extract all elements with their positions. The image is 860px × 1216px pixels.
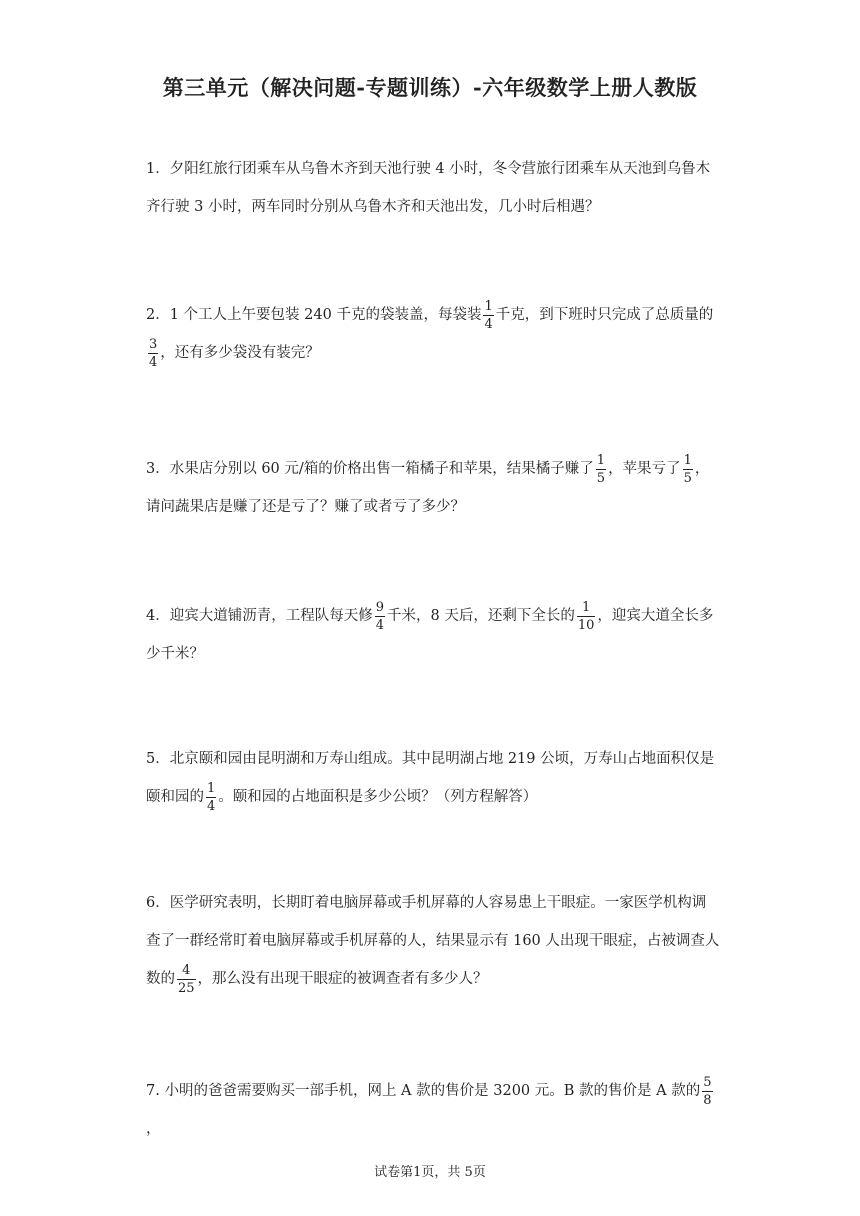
fraction: $\frac{1}{10}$: [577, 599, 595, 633]
fraction: $\frac{1}{5}$: [683, 452, 692, 486]
question-6: 6．医学研究表明，长期盯着电脑屏幕或手机屏幕的人容易患上干眼症。一家医学机构调查了一群经常盯着电脑屏幕或手机屏幕的人，结果显示有 160 人出现干眼症，占被调查人数的 $\frac{4}{25}$ ，那么没有出现干眼症的被调查者有多少人？: [146, 895, 720, 996]
question-2: 2．1 个工人上午要包装 240 千克的袋装盖，每袋装 $\frac{1}{4}$ 千克，到下班时只完成了总质量的 $\frac{3}{4}$ ，还有多少袋没有装完？: [146, 298, 714, 370]
fraction: $\frac{3}{4}$: [149, 336, 158, 370]
question-5: 5．北京颐和园由昆明湖和万寿山组成。其中昆明湖占地 219 公顷，万寿山占地面积仅是颐和园的 $\frac{1}{4}$ 。颐和园的占地面积是多少公顷？（列方程解答）: [146, 751, 715, 814]
fraction: $\frac{1}{4}$: [207, 780, 216, 814]
fraction: $\frac{1}{4}$: [484, 298, 493, 332]
question-3: 3．水果店分别以 60 元/箱的价格出售一箱橘子和苹果，结果橘子赚了 $\frac{1}{5}$ ，苹果亏了 $\frac{1}{5}$ ，请问蔬果店是赚了还是亏了？赚了或者亏了多少？: [146, 452, 710, 515]
fraction: $\frac{5}{8}$: [703, 1074, 712, 1108]
question-1: 1．夕阳红旅行团乘车从乌鲁木齐到天池行驶 4 小时，冬令营旅行团乘车从天池到乌鲁木齐行驶 3 小时，两车同时分别从乌鲁木齐和天池出发，几小时后相遇？: [146, 161, 711, 215]
fraction: $\frac{1}{5}$: [596, 452, 606, 486]
page-footer: 试卷第1页，共 5页: [374, 1165, 486, 1180]
document-title: 第三单元（解决问题-专题训练）-六年级数学上册人教版: [162, 75, 698, 100]
question-4: 4．迎宾大道铺沥青，工程队每天修 $\frac{9}{4}$ 千米，8 天后，还剩下全长的 $\frac{1}{10}$ ，迎宾大道全长多少千米？: [146, 599, 714, 662]
fraction: $\frac{9}{4}$: [375, 599, 385, 633]
fraction: $\frac{4}{25}$: [178, 962, 195, 996]
question-7: 7. 小明的爸爸需要购买一部手机，网上 A 款的售价是 3200 元。B 款的售价是 A 款的 $\frac{5}{8}$ ，: [146, 1074, 712, 1137]
